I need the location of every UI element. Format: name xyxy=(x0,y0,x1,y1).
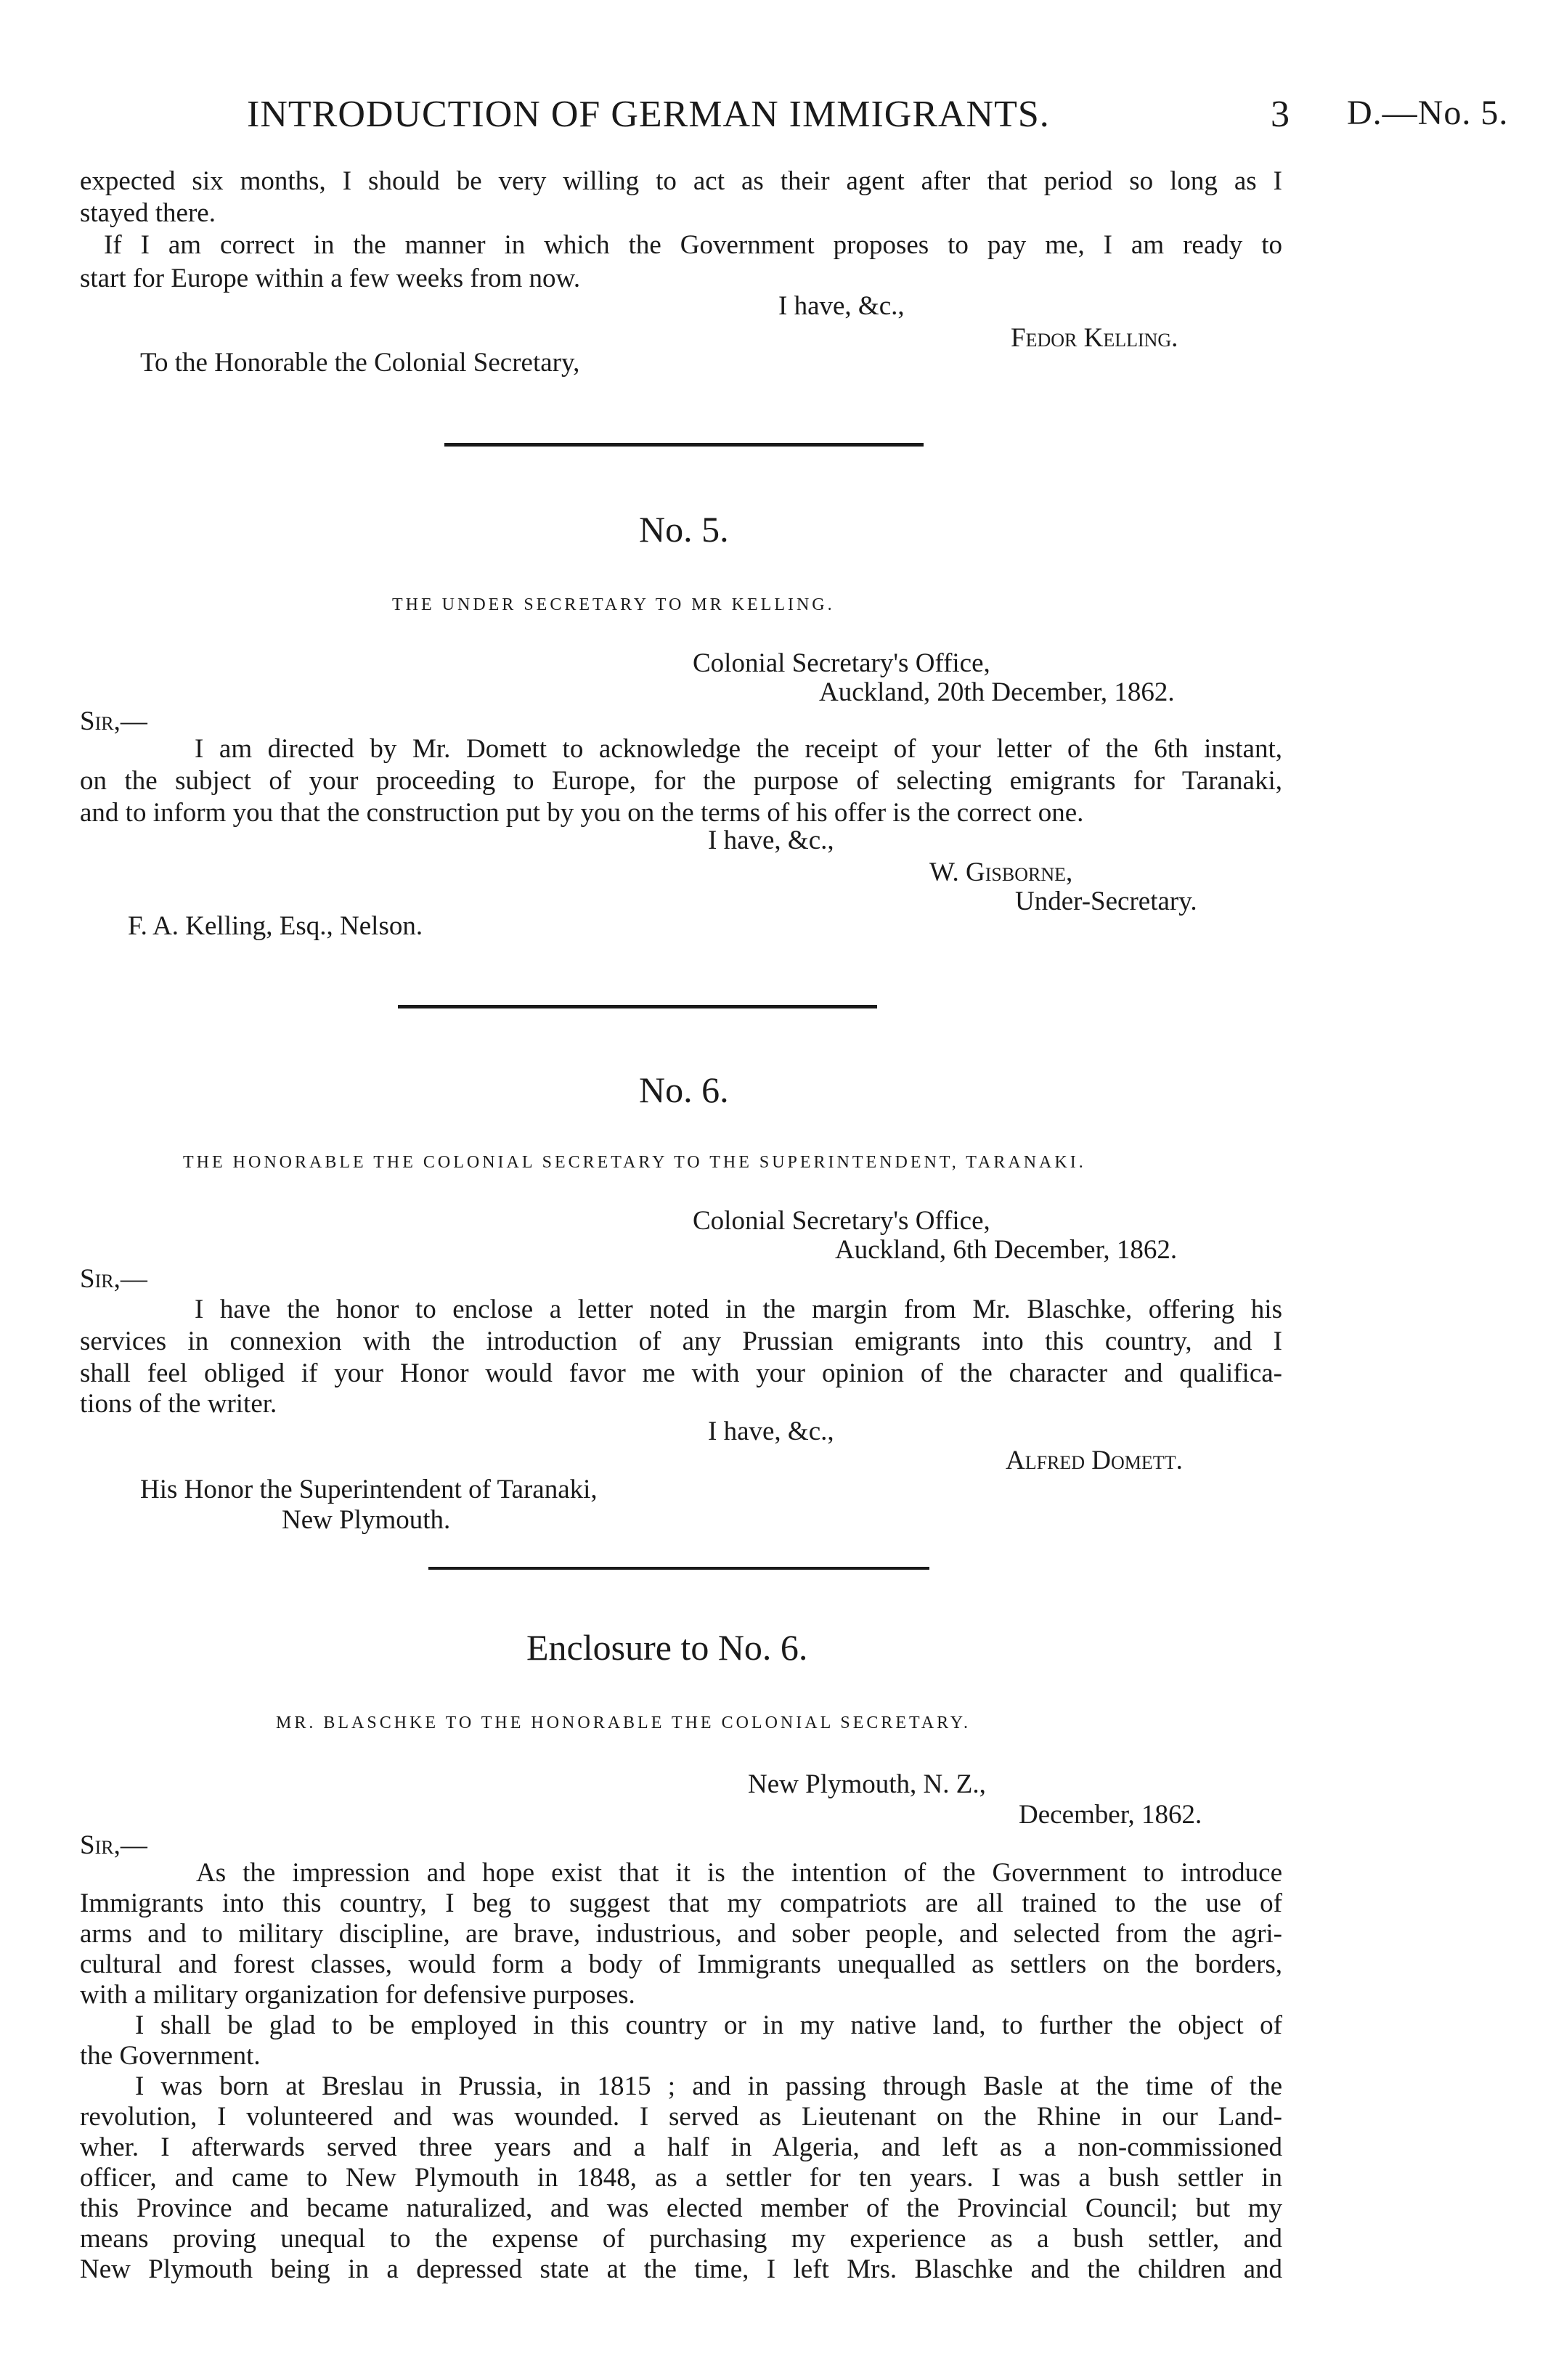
body-line: and to inform you that the construction put by you on the terms of his offer is the correct one. xyxy=(80,798,1084,828)
letter-heading: THE HONORABLE THE COLONIAL SECRETARY TO THE SUPERINTENDENT, TARANAKI. xyxy=(183,1153,1086,1172)
sender-place: New Plymouth, N. Z., xyxy=(748,1769,986,1799)
body-line: expected six months, I should be very willing to act as their agent after that period so long as I xyxy=(80,166,1282,196)
salutation: Sir,— xyxy=(80,1264,147,1294)
body-line: this Province and became naturalized, and was elected member of the Provincial Council; but my xyxy=(80,2193,1282,2223)
signature: W. Gisborne, xyxy=(929,857,1073,887)
body-line: I was born at Breslau in Prussia, in 1815 ; and in passing through Basle at the time of the xyxy=(135,2071,1282,2101)
signature: Fedor Kelling. xyxy=(1011,323,1178,353)
body-line: services in connexion with the introduction of any Prussian emigrants into this country, and I xyxy=(80,1326,1282,1356)
body-line: I have the honor to enclose a letter noted in the margin from Mr. Blaschke, offering his xyxy=(195,1295,1282,1324)
letter-date: Auckland, 20th December, 1862. xyxy=(819,677,1175,707)
letter-number: No. 5. xyxy=(639,509,729,550)
letter-number: No. 6. xyxy=(639,1069,729,1110)
letter-heading: MR. BLASCHKE TO THE HONORABLE THE COLONIAL SECRETARY. xyxy=(276,1713,972,1732)
page-number: 3 xyxy=(1271,94,1290,135)
signature: Alfred Domett. xyxy=(1006,1446,1183,1475)
body-line: start for Europe within a few weeks from now. xyxy=(80,264,581,293)
body-line: revolution, I volunteered and was wounded. I served as Lieutenant on the Rhine in our Land- xyxy=(80,2102,1282,2132)
salutation: Sir,— xyxy=(80,706,147,736)
section-divider xyxy=(428,1567,929,1570)
closing: I have, &c., xyxy=(708,1417,834,1446)
body-line: If I am correct in the manner in which the Government proposes to pay me, I am ready to xyxy=(104,230,1282,260)
enclosure-title: Enclosure to No. 6. xyxy=(526,1627,808,1668)
body-line: officer, and came to New Plymouth in 1848, as a settler for ten years. I was a bush settler in xyxy=(80,2163,1282,2193)
salutation: Sir,— xyxy=(80,1830,147,1860)
closing: I have, &c., xyxy=(778,291,905,321)
letter-date: December, 1862. xyxy=(1019,1800,1202,1830)
body-line: I shall be glad to be employed in this country or in my native land, to further the object of xyxy=(135,2010,1282,2040)
sender-office: Colonial Secretary's Office, xyxy=(693,648,990,678)
sender-office: Colonial Secretary's Office, xyxy=(693,1206,990,1236)
body-line: tions of the writer. xyxy=(80,1389,277,1419)
body-line: the Government. xyxy=(80,2041,261,2071)
section-divider xyxy=(444,443,924,447)
body-line: with a military organization for defensive purposes. xyxy=(80,1980,635,2010)
letter-date: Auckland, 6th December, 1862. xyxy=(835,1235,1178,1265)
signature-title: Under-Secretary. xyxy=(1015,887,1197,916)
body-line: arms and to military discipline, are brave, industrious, and sober people, and selected from the agri- xyxy=(80,1919,1282,1949)
addressee: To the Honorable the Colonial Secretary, xyxy=(140,348,580,378)
section-divider xyxy=(398,1005,877,1008)
body-line: Immigrants into this country, I beg to suggest that my compatriots are all trained to the use of xyxy=(80,1888,1282,1918)
body-line: stayed there. xyxy=(80,198,216,228)
body-line: cultural and forest classes, would form a body of Immigrants unequalled as settlers on the borders, xyxy=(80,1949,1282,1979)
body-line: New Plymouth being in a depressed state at the time, I left Mrs. Blaschke and the children and xyxy=(80,2254,1282,2284)
body-line: on the subject of your proceeding to Europe, for the purpose of selecting emigrants for Taranaki, xyxy=(80,766,1282,796)
body-line: shall feel obliged if your Honor would favor me with your opinion of the character and qualifica- xyxy=(80,1358,1282,1388)
body-line: I am directed by Mr. Domett to acknowledge the receipt of your letter of the 6th instant, xyxy=(195,734,1282,764)
body-line: As the impression and hope exist that it is the intention of the Government to introduce xyxy=(196,1858,1282,1888)
document-reference: D.—No. 5. xyxy=(1347,94,1509,132)
addressee: New Plymouth. xyxy=(282,1505,451,1535)
closing: I have, &c., xyxy=(708,826,834,855)
body-line: wher. I afterwards served three years and a half in Algeria, and left as a non-commissioned xyxy=(80,2132,1282,2162)
addressee: F. A. Kelling, Esq., Nelson. xyxy=(128,911,423,941)
letter-heading: THE UNDER SECRETARY TO MR KELLING. xyxy=(392,595,835,614)
addressee: His Honor the Superintendent of Taranaki, xyxy=(140,1475,598,1504)
running-header-title: INTRODUCTION OF GERMAN IMMIGRANTS. xyxy=(247,94,1050,135)
body-line: means proving unequal to the expense of purchasing my experience as a bush settler, and xyxy=(80,2224,1282,2254)
